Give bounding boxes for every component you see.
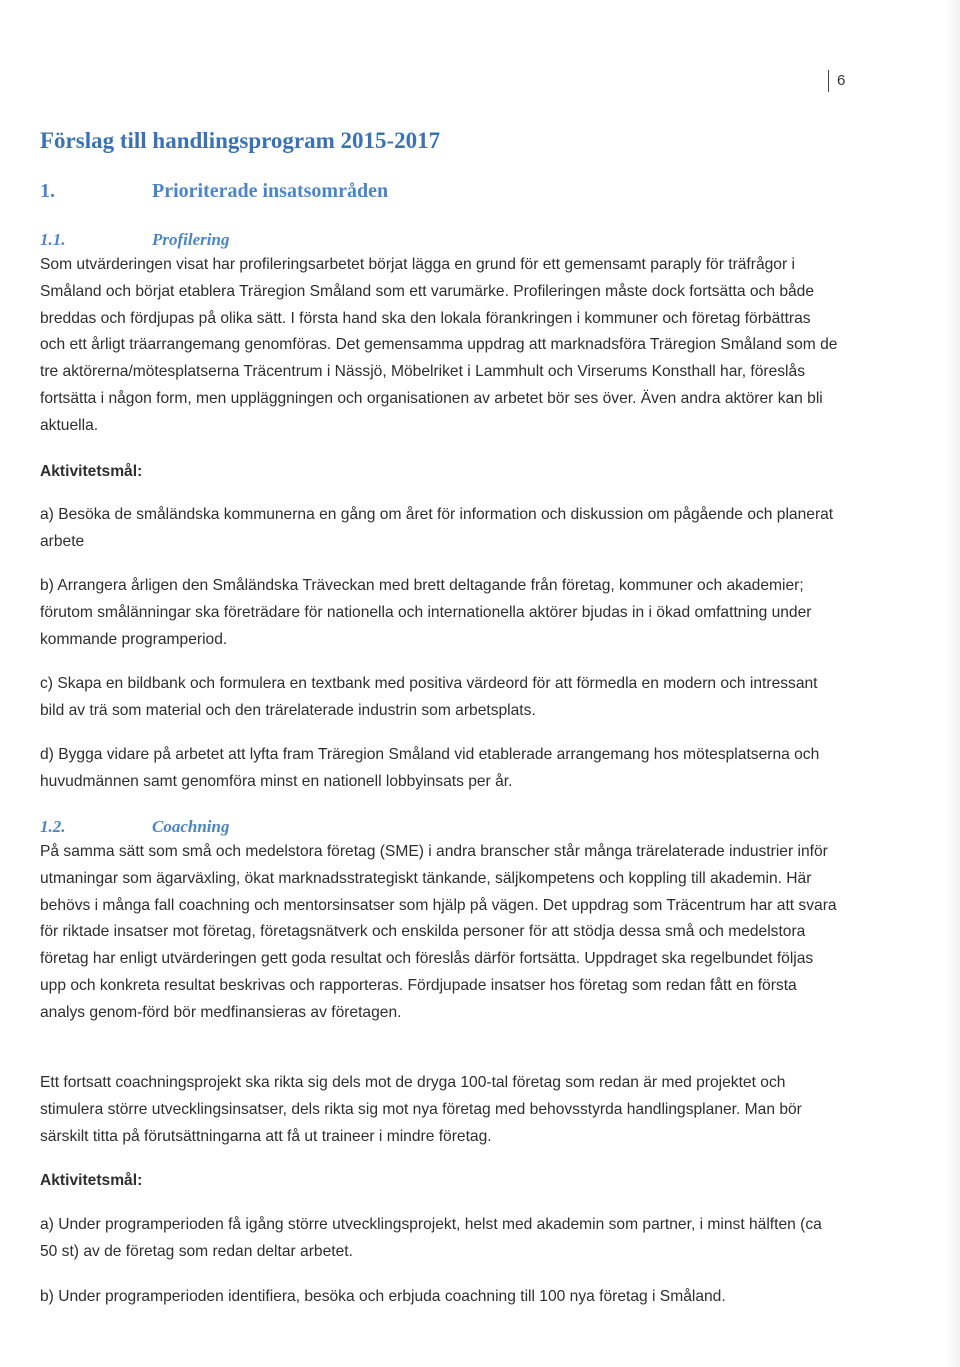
section-1-2-heading xyxy=(40,815,840,839)
goal-item xyxy=(40,1212,840,1266)
section-1-title: Prioriterade insatsområden xyxy=(152,180,389,202)
section-1-2-paragraph-2-block xyxy=(40,1070,840,1150)
section-1-1-goals xyxy=(40,459,840,485)
section-1-1-number: 1.1. xyxy=(40,230,66,249)
section-1-2-paragraph-2: Ett fortsatt coachningsprojekt ska rikta sig dels mot de dryga 100-tal företag som redan är med projektet och stimulera större utvecklingsinsatser, dels rikta sig mot nya företag med behovsstyrda handlingsplaner. Man bör särskilt titta på förutsättningarna att få ut traineer i mindre företag. xyxy=(40,1074,802,1145)
page-edge-shadow xyxy=(946,0,960,1367)
goal-1-1-a: a) Besöka de småländska kommunerna en gång om året för information och diskussion om pågående och planerat arbete xyxy=(40,506,834,550)
section-1-heading xyxy=(40,180,388,203)
goal-item xyxy=(40,573,840,653)
goal-1-1-b: b) Arrangera årligen den Småländska Träveckan med brett deltagande från företag, kommuner och akademier; förutom smålänningar ska företrädare för nationella och internationella aktörer bjudas in i ökad omfattning under kommande programperiod. xyxy=(40,577,812,648)
section-1-2-goals-label: Aktivitetsmål: xyxy=(40,1172,143,1189)
section-1-2-goals xyxy=(40,1168,840,1194)
goal-1-1-d: d) Bygga vidare på arbetet att lyfta fram Träregion Småland vid etablerade arrangemang hos mötesplatserna och huvudmännen samt genomföra minst en nationell lobbyinsats per år. xyxy=(40,746,820,790)
goal-item xyxy=(40,502,840,556)
page-number: 6 xyxy=(828,70,845,92)
goal-item xyxy=(40,742,840,796)
section-1-1-title: Profilering xyxy=(152,230,230,249)
section-1-2-number: 1.2. xyxy=(40,817,66,836)
section-1-number: 1. xyxy=(40,180,55,202)
section-1-2-title: Coachning xyxy=(152,817,230,836)
document-title: Förslag till handlingsprogram 2015-2017 xyxy=(40,128,441,153)
section-1-2-paragraph-1: På samma sätt som små och medelstora företag (SME) i andra branscher står många trärelaterade industrier inför utmaningar som ägarväxling, ökat marknadsstrategiskt tänkande, säljkompetens och koppling till akademin. Här behövs i många fall coachning och mentorsinsatser som hjälp på vägen. Det uppdrag som Träcentrum har att svara för riktade insatser mot företag, företagsnätverk och enskilda personer för att stödja dessa små och medelstora företag har enligt utvärderingen gett goda resultat och föreslås därför fortsätta. Uppdraget ska regelbundet följas upp och konkreta resultat beskrivas och rapporteras. Fördjupade insatser hos företag som redan fått en första analys genom-förd bör medfinansieras av företagen. xyxy=(40,843,837,1021)
goal-item xyxy=(40,671,840,725)
section-1-2 xyxy=(40,815,840,1027)
section-1-1-goals-label: Aktivitetsmål: xyxy=(40,463,143,480)
section-1-1-heading xyxy=(40,228,840,252)
section-1-1 xyxy=(40,228,840,440)
goal-item xyxy=(40,1284,840,1311)
goal-1-1-c: c) Skapa en bildbank och formulera en textbank med positiva värdeord för att förmedla en modern och intressant bild av trä som material och den trärelaterade industrin som arbetsplats. xyxy=(40,675,818,719)
goal-1-2-a: a) Under programperioden få igång större utvecklingsprojekt, helst med akademin som partner, i minst hälften (ca 50 st) av de företag som redan deltar arbetet. xyxy=(40,1216,822,1260)
goal-1-2-b: b) Under programperioden identifiera, besöka och erbjuda coachning till 100 nya företag i Småland. xyxy=(40,1288,726,1305)
section-1-1-paragraph: Som utvärderingen visat har profileringsarbetet börjat lägga en grund för ett gemensamt paraply för träfrågor i Småland och börjat etablera Träregion Småland som ett varumärke. Profileringen måste dock fortsätta och både breddas och fördjupas på olika sätt. I första hand ska den lokala förankringen i kommuner och företag förbättras och ett årligt träarrangemang genomföras. Det gemensamma uppdrag att marknadsföra Träregion Småland som de tre aktörerna/mötesplatserna Träcentrum i Nässjö, Möbelriket i Lammhult och Virserums Konsthall har, föreslås fortsätta i någon form, men uppläggningen och organisationen av arbetet bör ses över. Även andra aktörer kan bli aktuella. xyxy=(40,256,838,434)
